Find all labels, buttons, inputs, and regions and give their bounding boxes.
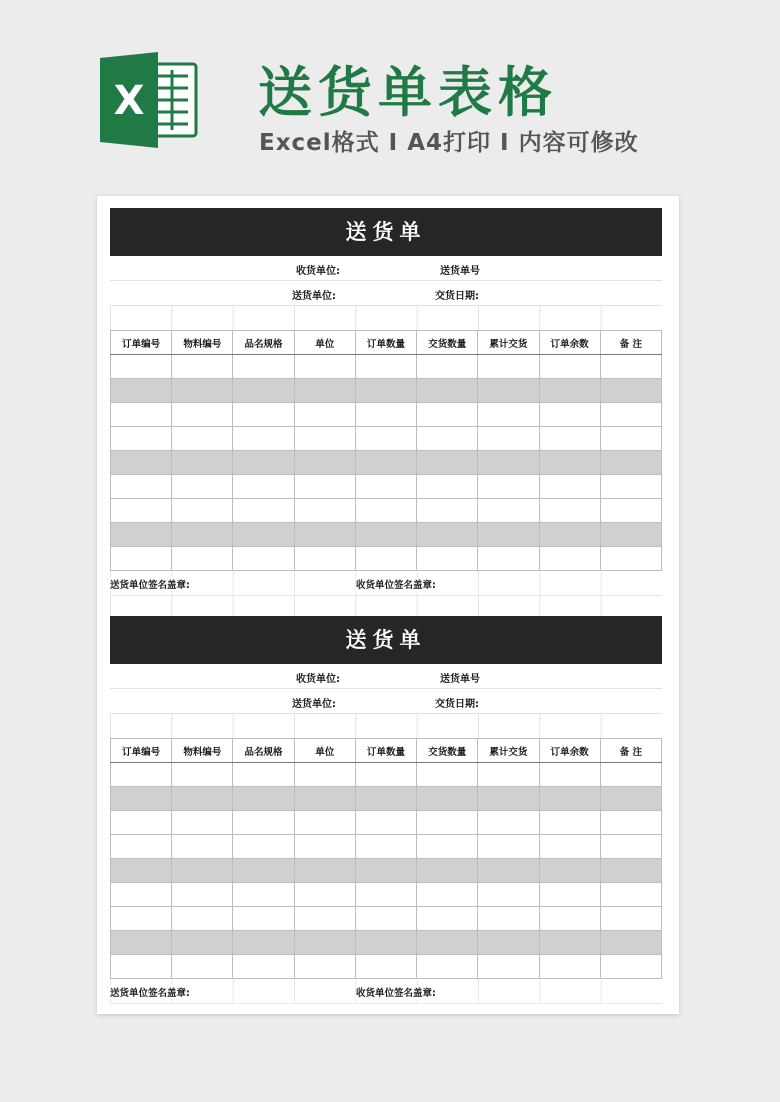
info-row-1 [110, 256, 662, 281]
excel-icon [100, 52, 198, 148]
table-row [111, 859, 662, 883]
table-row [111, 787, 662, 811]
delivery-no-label: 送货单号 [440, 674, 480, 685]
col-order-no: 订单编号 [111, 331, 172, 355]
table-row [111, 403, 662, 427]
delivery-form-1 [110, 208, 662, 619]
table-row [111, 475, 662, 499]
table-row [111, 955, 662, 979]
info-row-1 [110, 664, 662, 689]
form-banner: 送货单 [110, 208, 662, 256]
document-sheet [97, 196, 679, 1014]
receiver-label: 收货单位: [296, 674, 340, 685]
table-row [111, 379, 662, 403]
delivery-no-label: 送货单号 [440, 266, 480, 277]
sender-label: 送货单位: [292, 291, 336, 302]
col-delivery-qty: 交货数量 [417, 331, 478, 355]
receiver-sign-label: 收货单位签名盖章: [356, 577, 440, 591]
date-label: 交货日期: [435, 699, 479, 710]
col-material-no: 物料编号 [172, 739, 233, 763]
table-row [111, 451, 662, 475]
form-banner: 送货单 [110, 616, 662, 664]
signature-row [110, 571, 662, 595]
table-header-row [111, 331, 662, 355]
sender-sign-label: 送货单位签名盖章: [110, 577, 194, 591]
table-header-row [111, 739, 662, 763]
info-row-2 [110, 689, 662, 714]
table-row [111, 523, 662, 547]
col-cumulative: 累计交货 [478, 739, 539, 763]
col-spec: 品名规格 [233, 331, 294, 355]
page-subtitle: Excel格式 Ⅰ A4打印 Ⅰ 内容可修改 [259, 130, 639, 156]
col-delivery-qty: 交货数量 [417, 739, 478, 763]
logo-letter: X [113, 78, 145, 124]
date-label: 交货日期: [435, 291, 479, 302]
sender-sign-label: 送货单位签名盖章: [110, 985, 194, 999]
delivery-form-2 [110, 616, 662, 1003]
table-row [111, 931, 662, 955]
table-row [111, 499, 662, 523]
col-remark: 备 注 [600, 739, 661, 763]
table-row [111, 427, 662, 451]
table-row [111, 355, 662, 379]
col-order-qty: 订单数量 [355, 331, 416, 355]
col-remaining: 订单余数 [539, 331, 600, 355]
table-row [111, 763, 662, 787]
col-order-no: 订单编号 [111, 739, 172, 763]
info-row-2 [110, 281, 662, 306]
spacer-row [110, 306, 662, 330]
col-material-no: 物料编号 [172, 331, 233, 355]
spacer-row [110, 714, 662, 738]
table-row [111, 907, 662, 931]
col-unit: 单位 [294, 739, 355, 763]
col-unit: 单位 [294, 331, 355, 355]
page-header [0, 0, 780, 190]
col-spec: 品名规格 [233, 739, 294, 763]
table-row [111, 883, 662, 907]
items-table [110, 738, 662, 979]
col-remaining: 订单余数 [539, 739, 600, 763]
table-row [111, 547, 662, 571]
col-order-qty: 订单数量 [355, 739, 416, 763]
col-remark: 备 注 [600, 331, 661, 355]
receiver-sign-label: 收货单位签名盖章: [356, 985, 440, 999]
items-table [110, 330, 662, 571]
sender-label: 送货单位: [292, 699, 336, 710]
table-row [111, 835, 662, 859]
col-cumulative: 累计交货 [478, 331, 539, 355]
receiver-label: 收货单位: [296, 266, 340, 277]
table-row [111, 811, 662, 835]
page-title: 送货单表格 [258, 61, 558, 124]
signature-row [110, 979, 662, 1003]
